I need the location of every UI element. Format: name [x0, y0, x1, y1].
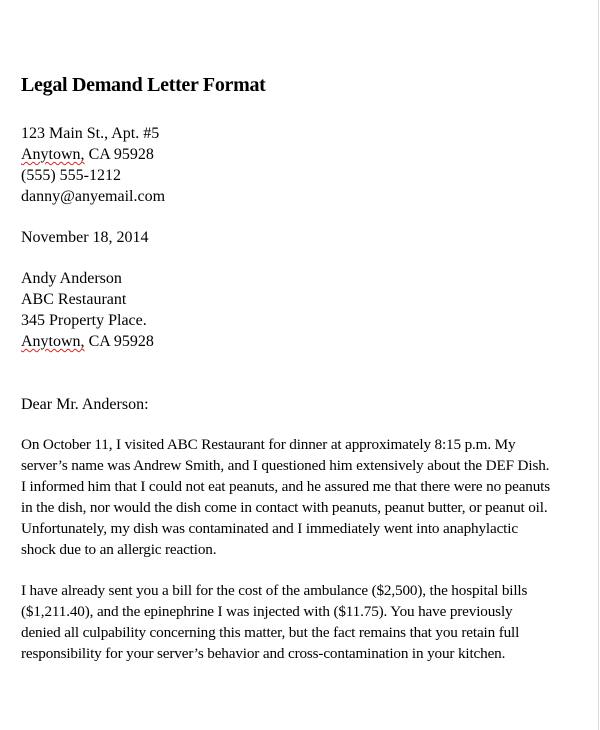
- document-title: Legal Demand Letter Format: [21, 74, 266, 96]
- paragraph1-line: On October 11, I visited ABC Restaurant for dinner at approximately 8:15 p.m. My: [21, 436, 516, 453]
- paragraph2-line: denied all culpability concerning this matter, but the fact remains that you retain full: [21, 624, 520, 641]
- recipient-street: 345 Property Place.: [21, 312, 147, 329]
- paragraph1-line: shock due to an allergic reaction.: [21, 541, 217, 558]
- paragraph2-line: responsibility for your server’s behavior and cross-contamination in your kitchen.: [21, 645, 506, 662]
- recipient-state-zip: CA 95928: [84, 333, 154, 350]
- sender-phone: (555) 555-1212: [21, 167, 121, 184]
- paragraph2-line: ($1,211.40), and the epinephrine I was injected with ($11.75). You have previously: [21, 603, 513, 620]
- recipient-city-line: [21, 332, 154, 352]
- paragraph1-line: I informed him that I could not eat peanuts, and he assured me that there were no peanuts: [21, 478, 551, 495]
- letter-date: November 18, 2014: [21, 229, 149, 246]
- sender-city-line: [21, 145, 154, 165]
- sender-street: 123 Main St., Apt. #5: [21, 125, 160, 142]
- paragraph1-line: in the dish, nor would the dish come in contact with peanuts, peanut butter, or peanut oil.: [21, 499, 548, 516]
- sender-email: danny@anyemail.com: [21, 188, 166, 205]
- recipient-company: ABC Restaurant: [21, 291, 127, 308]
- recipient-name: Andy Anderson: [21, 270, 122, 287]
- sender-state-zip: CA 95928: [84, 146, 154, 163]
- recipient-city: Anytown,: [21, 333, 85, 350]
- sender-city: Anytown,: [21, 146, 85, 163]
- paragraph1-line: server’s name was Andrew Smith, and I questioned him extensively about the DEF Dish.: [21, 457, 550, 474]
- salutation: Dear Mr. Anderson:: [21, 396, 149, 413]
- paragraph2-line: I have already sent you a bill for the cost of the ambulance ($2,500), the hospital bills: [21, 582, 528, 599]
- paragraph1-line: Unfortunately, my dish was contaminated and I immediately went into anaphylactic: [21, 520, 518, 537]
